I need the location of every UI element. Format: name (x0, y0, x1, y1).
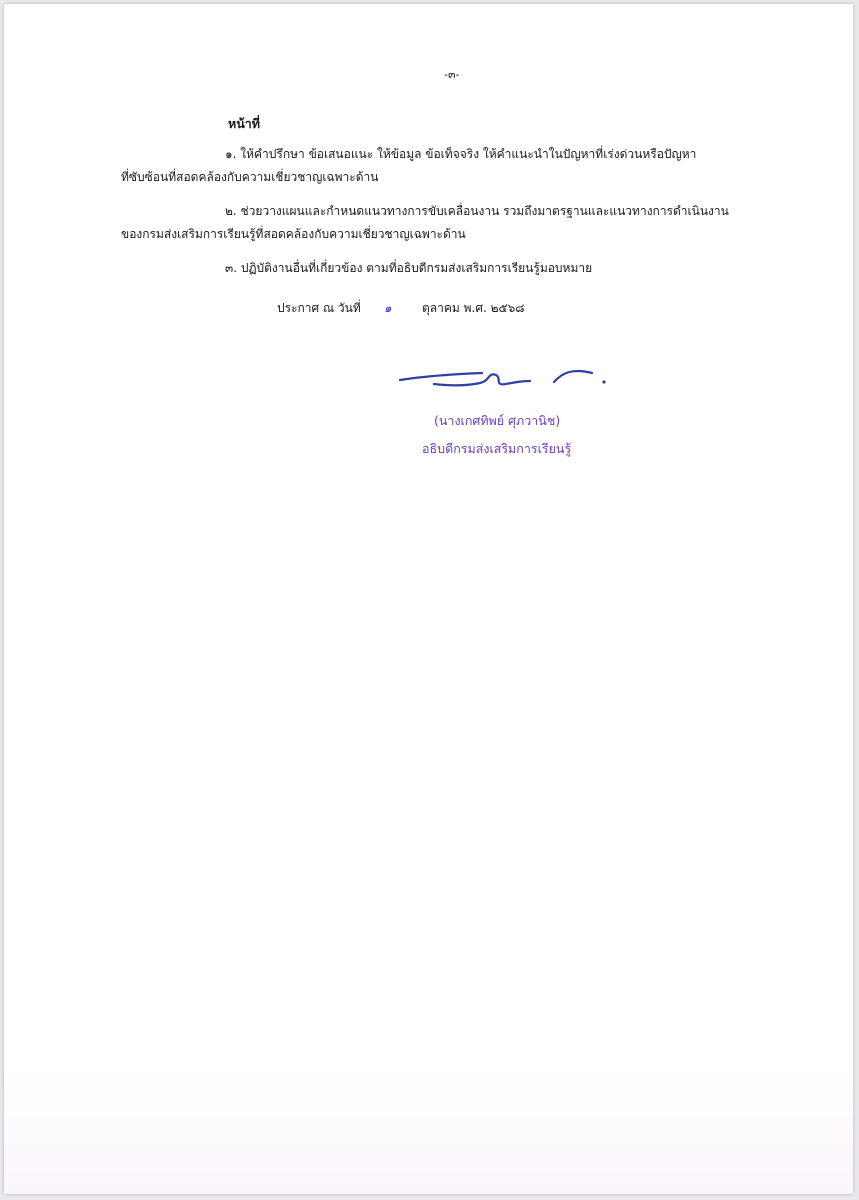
duty-2-line-2: ของกรมส่งเสริมการเรียนรู้ที่สอดคล้องกับความเชี่ยวชาญเฉพาะด้าน (121, 227, 466, 241)
duty-1-line-1: ๑. ให้คำปรึกษา ข้อเสนอแนะ ให้ข้อมูล ข้อเท็จจริง ให้คำแนะนำในปัญหาที่เร่งด่วนหรือปัญหา (225, 147, 697, 161)
announcement-label: ประกาศ ณ วันที่ (277, 301, 361, 315)
signer-title: อธิบดีกรมส่งเสริมการเรียนรู้ (422, 441, 572, 456)
duty-2-line-1: ๒. ช่วยวางแผนและกำหนดแนวทางการขับเคลื่อนงาน รวมถึงมาตรฐานและแนวทางการดำเนินงาน (225, 204, 729, 218)
duty-1-line-2: ที่ซับซ้อนที่สอดคล้องกับความเชี่ยวชาญเฉพาะด้าน (121, 170, 379, 184)
section-heading: หน้าที่ (228, 116, 261, 131)
page-number: -๓- (444, 68, 460, 81)
announcement-day: ๑ (384, 301, 392, 315)
announcement-month-year: ตุลาคม พ.ศ. ๒๕๖๘ (422, 301, 525, 315)
document-page (4, 4, 853, 1194)
handwritten-signature (396, 356, 626, 396)
duty-3-line-1: ๓. ปฏิบัติงานอื่นที่เกี่ยวข้อง ตามที่อธิบดีกรมส่งเสริมการเรียนรู้มอบหมาย (225, 261, 593, 275)
signer-name: (นางเกศทิพย์ ศุภวานิช) (434, 413, 561, 428)
page-bottom-tint (4, 1064, 853, 1194)
